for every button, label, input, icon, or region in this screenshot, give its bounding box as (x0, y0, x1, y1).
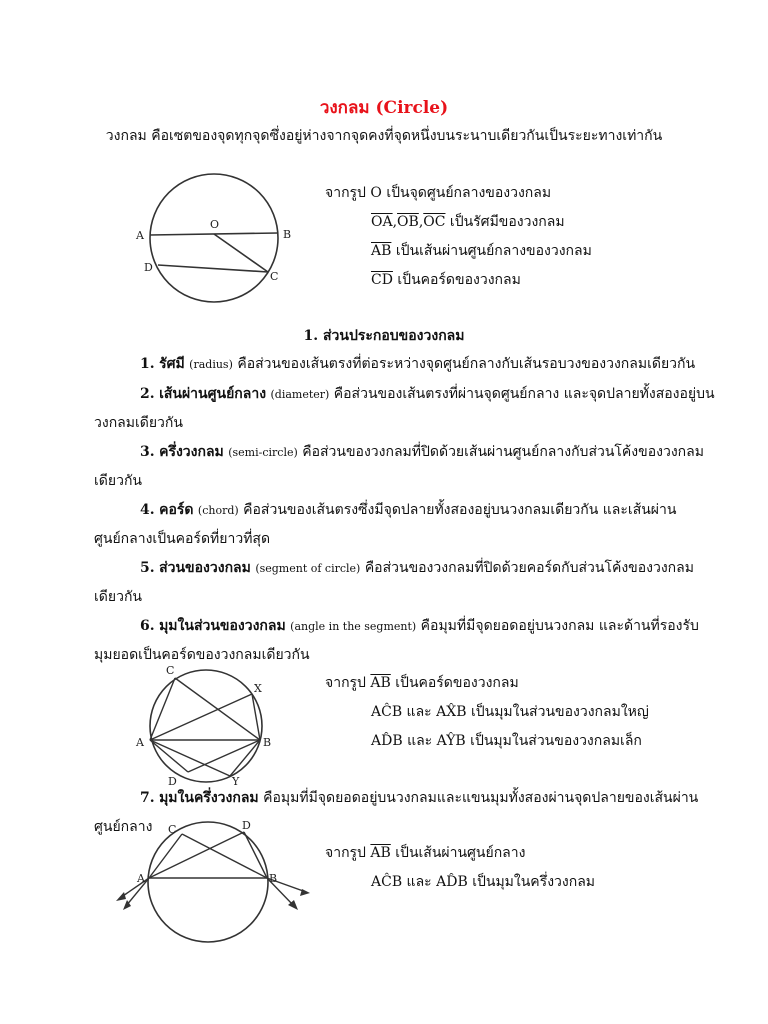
segment-yb (230, 740, 260, 776)
label-a: A (136, 229, 144, 242)
fig3-note-diameter: จากรูป $\overline{AB}$ เป็นเส้นผ่านศูนย์กลาง (325, 845, 526, 861)
label-d: D (168, 775, 177, 788)
label-a: A (137, 872, 145, 885)
fig2-note-minor: AD̂B และ AŶB เป็นมุมในส่วนของวงกลมเล็ก (371, 733, 642, 749)
arrowhead-left (116, 892, 126, 901)
segment-db (188, 740, 260, 772)
chord-cd (158, 265, 268, 272)
item-segment-cont: เดียวกัน (94, 589, 142, 605)
segment-db (244, 832, 267, 878)
item-chord: 4. คอร์ด (chord) คือส่วนของเส้นตรงซึ่งมีจุดปลายทั้งสองอยู่บนวงกลมเดียวกัน และเส้นผ่าน (140, 502, 677, 518)
label-c: C (168, 823, 177, 836)
figure-angle-in-segment (130, 664, 280, 788)
fig1-note-diameter: $\overline{AB}$ เป็นเส้นผ่านศูนย์กลางของวงกลม (371, 243, 592, 259)
item-semicircle: 3. ครึ่งวงกลม (semi-circle) คือส่วนของวงกลมที่ปิดด้วยเส้นผ่านศูนย์กลางกับส่วนโค้งของวงกลม (140, 444, 704, 460)
item-diameter: 2. เส้นผ่านศูนย์กลาง (diameter) คือส่วนของเส้นตรงที่ผ่านจุดศูนย์กลาง และจุดปลายทั้งสองอยู่บน (140, 386, 715, 402)
label-b: B (269, 872, 278, 885)
circle-outline (148, 822, 268, 942)
circle-outline (150, 174, 278, 302)
label-b: B (283, 228, 292, 241)
label-c: C (270, 270, 279, 283)
figure-circle-basic (128, 170, 303, 305)
label-d: D (242, 820, 251, 832)
item-angle-segment-cont: มุมยอดเป็นคอร์ดของวงกลมเดียวกัน (94, 647, 310, 663)
section-heading: 1. ส่วนประกอบของวงกลม (303, 328, 465, 344)
item-angle-segment: 6. มุมในส่วนของวงกลม (angle in the segment) คือมุมที่มีจุดยอดอยู่บนวงกลม และด้านที่รองรับ (140, 618, 699, 634)
label-c: C (166, 664, 175, 677)
item-segment: 5. ส่วนของวงกลม (segment of circle) คือส่วนของวงกลมที่ปิดด้วยคอร์ดกับส่วนโค้งของวงกลม (140, 560, 694, 576)
fig1-note-radii: $\overline{OA},\overline{OB},\overline{OC}$ เป็นรัศมีของวงกลม (371, 214, 565, 230)
fig1-note-chord: $\overline{CD}$ เป็นคอร์ดของวงกลม (371, 272, 521, 288)
label-d: D (144, 261, 153, 274)
segment-ad (149, 832, 244, 878)
fig1-note-center: จากรูป O เป็นจุดศูนย์กลางของวงกลม (325, 185, 552, 201)
fig3-note-angles: AĈB และ AD̂B เป็นมุมในครึ่งวงกลม (371, 874, 596, 890)
item-chord-cont: ศูนย์กลางเป็นคอร์ดที่ยาวที่สุด (94, 531, 271, 547)
item-angle-semicircle-cont: ศูนย์กลาง (94, 819, 153, 835)
item-radius: 1. รัศมี (radius) คือส่วนของเส้นตรงที่ต่อระหว่างจุดศูนย์กลางกับเส้นรอบวงของวงกลมเดียวกัน (140, 356, 696, 372)
label-y: Y (232, 775, 240, 788)
label-b: B (263, 736, 272, 749)
radius-oc (214, 234, 268, 272)
item-angle-semicircle: 7. มุมในครึ่งวงกลม คือมุมที่มีจุดยอดอยู่บนวงกลมและแขนมุมทั้งสองผ่านจุดปลายของเส้นผ่าน (140, 790, 699, 806)
page-title: วงกลม (Circle) (319, 98, 449, 118)
item-semicircle-cont: เดียวกัน (94, 473, 142, 489)
label-a: A (136, 736, 144, 749)
label-o: O (210, 218, 220, 231)
label-x: X (254, 682, 262, 695)
fig2-note-major: AĈB และ AX̂B เป็นมุมในส่วนของวงกลมใหญ่ (371, 704, 649, 720)
figure-angle-in-semicircle (112, 820, 322, 948)
item-diameter-cont: วงกลมเดียวกัน (94, 415, 183, 431)
circle-definition: วงกลม คือเซตของจุดทุกจุดซึ่งอยู่ห่างจากจุดคงที่จุดหนึ่งบนระนาบเดียวกันเป็นระยะทางเท่ากัน (105, 128, 663, 144)
fig2-note-chord: จากรูป $\overline{AB}$ เป็นคอร์ดของวงกลม (325, 675, 519, 691)
